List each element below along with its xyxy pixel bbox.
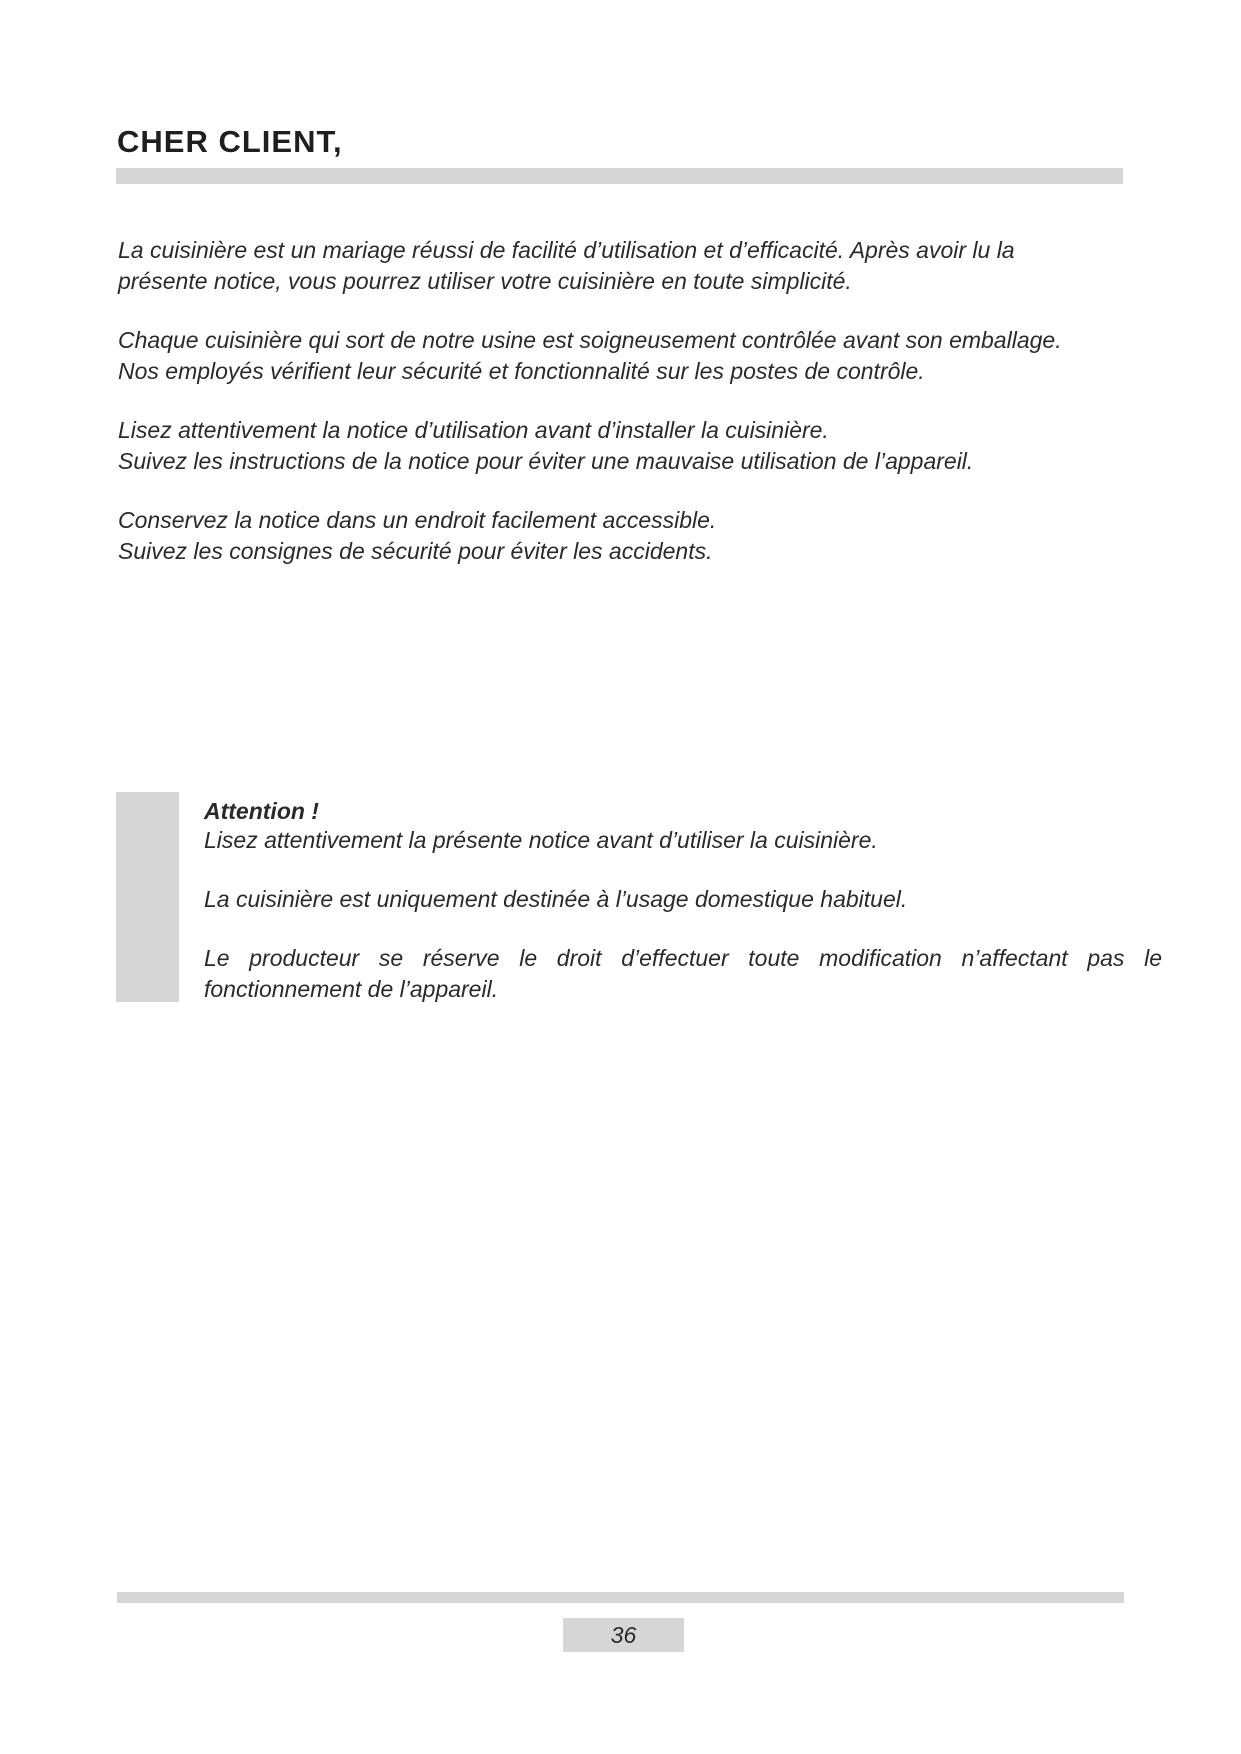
- intro-paragraph: Lisez attentivement la notice d’utilisation avant d’installer la cuisinière. Suivez les instructions de la notice pour éviter une mauvaise utilisation de l’appareil.: [118, 417, 974, 474]
- page-title: CHER CLIENT,: [117, 124, 343, 159]
- intro-paragraph: Conservez la notice dans un endroit facilement accessible. Suivez les consignes de sécurité pour éviter les accidents.: [118, 507, 717, 564]
- notice-paragraph: La cuisinière est uniquement destinée à l’usage domestique habituel.: [204, 886, 908, 912]
- page-number-box: [563, 1618, 684, 1652]
- notice-paragraph: Lisez attentivement la présente notice avant d’utiliser la cuisinière.: [204, 827, 878, 853]
- notice-paragraph: Le producteur se réserve le droit d’effectuer toute modification n’affectant pas le fonctionnement de l’appareil.: [204, 945, 1162, 1002]
- intro-paragraph: Chaque cuisinière qui sort de notre usine est soigneusement contrôlée avant son emballage. Nos employés vérifient leur sécurité et fonctionnalité sur les postes de contrôle.: [118, 327, 1062, 384]
- intro-paragraph: La cuisinière est un mariage réussi de facilité d’utilisation et d’efficacité. Après avoir lu la présente notice, vous pourrez utiliser votre cuisinière en toute simplicité.: [118, 237, 1015, 294]
- footer-divider: [117, 1592, 1124, 1603]
- page-number: 36: [610, 1621, 637, 1648]
- attention-notice: [204, 796, 1162, 1033]
- header-divider: [116, 168, 1123, 184]
- notice-heading: Attention !: [204, 798, 319, 824]
- notice-marker-bar: [116, 792, 179, 1002]
- intro-section: [118, 235, 1138, 595]
